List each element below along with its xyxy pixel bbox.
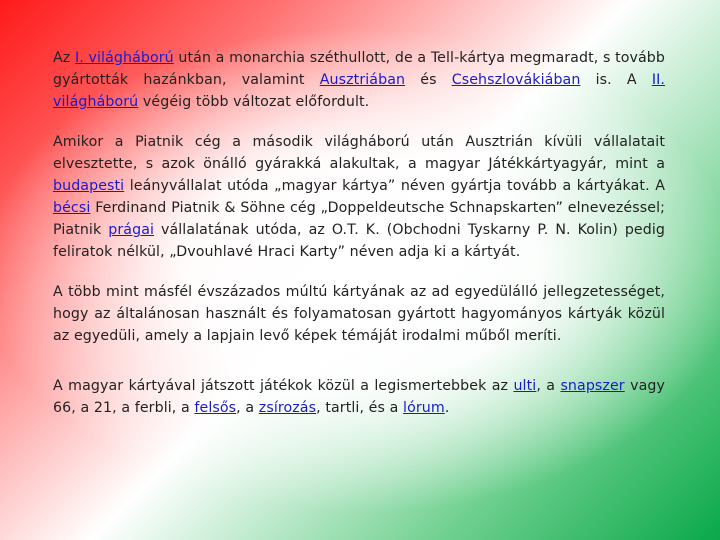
link-zsirozas[interactable]: zsírozás <box>258 400 317 416</box>
text-segment: leányvállalat utóda „magyar kártya” néven gyártja tovább a kártyákat. A <box>124 178 665 194</box>
paragraph-4 <box>53 375 665 419</box>
text-segment: után a monarchia széthullott, de a Tell-kártya megmaradt, s tovább gyártották hazánkban, valamint <box>53 50 666 88</box>
text-segment: végéig több változat előfordult. <box>138 94 370 110</box>
text-segment: A több mint másfél évszázados múltú kártyának az ad egyedülálló jellegzetességet, hogy az általánosan használt és folyamatosan gyártott hagyományos kártyák közül az egyedüli, amely a lapjain levő képek témáját irodalmi műből meríti. <box>53 284 665 344</box>
text-segment: Ferdinand Piatnik & Söhne cég „Doppeldeutsche Schnapskarten” elnevezéssel; Piatnik <box>53 200 665 238</box>
link-second-world-war[interactable]: II. világháború <box>53 72 666 110</box>
paragraph-2 <box>53 131 665 263</box>
link-first-world-war[interactable]: I. világháború <box>74 50 174 66</box>
paragraph-1 <box>53 47 665 113</box>
link-prague[interactable]: prágai <box>108 222 155 238</box>
link-vienna[interactable]: bécsi <box>53 200 91 216</box>
text-segment: , a <box>536 378 561 394</box>
link-snapszer[interactable]: snapszer <box>560 378 625 394</box>
link-felsos[interactable]: felsős <box>194 400 237 416</box>
text-segment: is. A <box>580 72 652 88</box>
text-segment: . <box>444 400 450 416</box>
text-segment: vállalatának utóda, az O.T. K. (Obchodni Tyskarny P. N. Kolin) pedig feliratok nélkül, „Dvouhlavé Hraci Karty” néven adja ki a kártyát. <box>53 222 666 260</box>
link-austria[interactable]: Ausztriában <box>319 72 406 88</box>
slide-content <box>53 47 665 419</box>
text-segment: A magyar kártyával játszott játékok közül a legismertebbek az <box>53 378 514 394</box>
link-lorum[interactable]: lórum <box>403 400 445 416</box>
link-ulti[interactable]: ulti <box>513 378 537 394</box>
text-segment: , a <box>236 400 259 416</box>
text-segment: Az <box>53 50 75 66</box>
link-budapest[interactable]: budapesti <box>53 178 125 194</box>
text-segment: Amikor a Piatnik cég a második világháború után Ausztrián kívüli vállalatait elvesztette, s azok önálló gyárakká alakultak, a magyar Játékkártyagyár, mint a <box>53 134 665 172</box>
text-segment: , tartli, és a <box>316 400 404 416</box>
text-segment: vagy 66, a 21, a ferbli, a <box>53 378 665 416</box>
link-czechoslovakia[interactable]: Csehszlovákiában <box>451 72 581 88</box>
paragraph-3 <box>53 281 665 347</box>
text-segment: és <box>405 72 452 88</box>
